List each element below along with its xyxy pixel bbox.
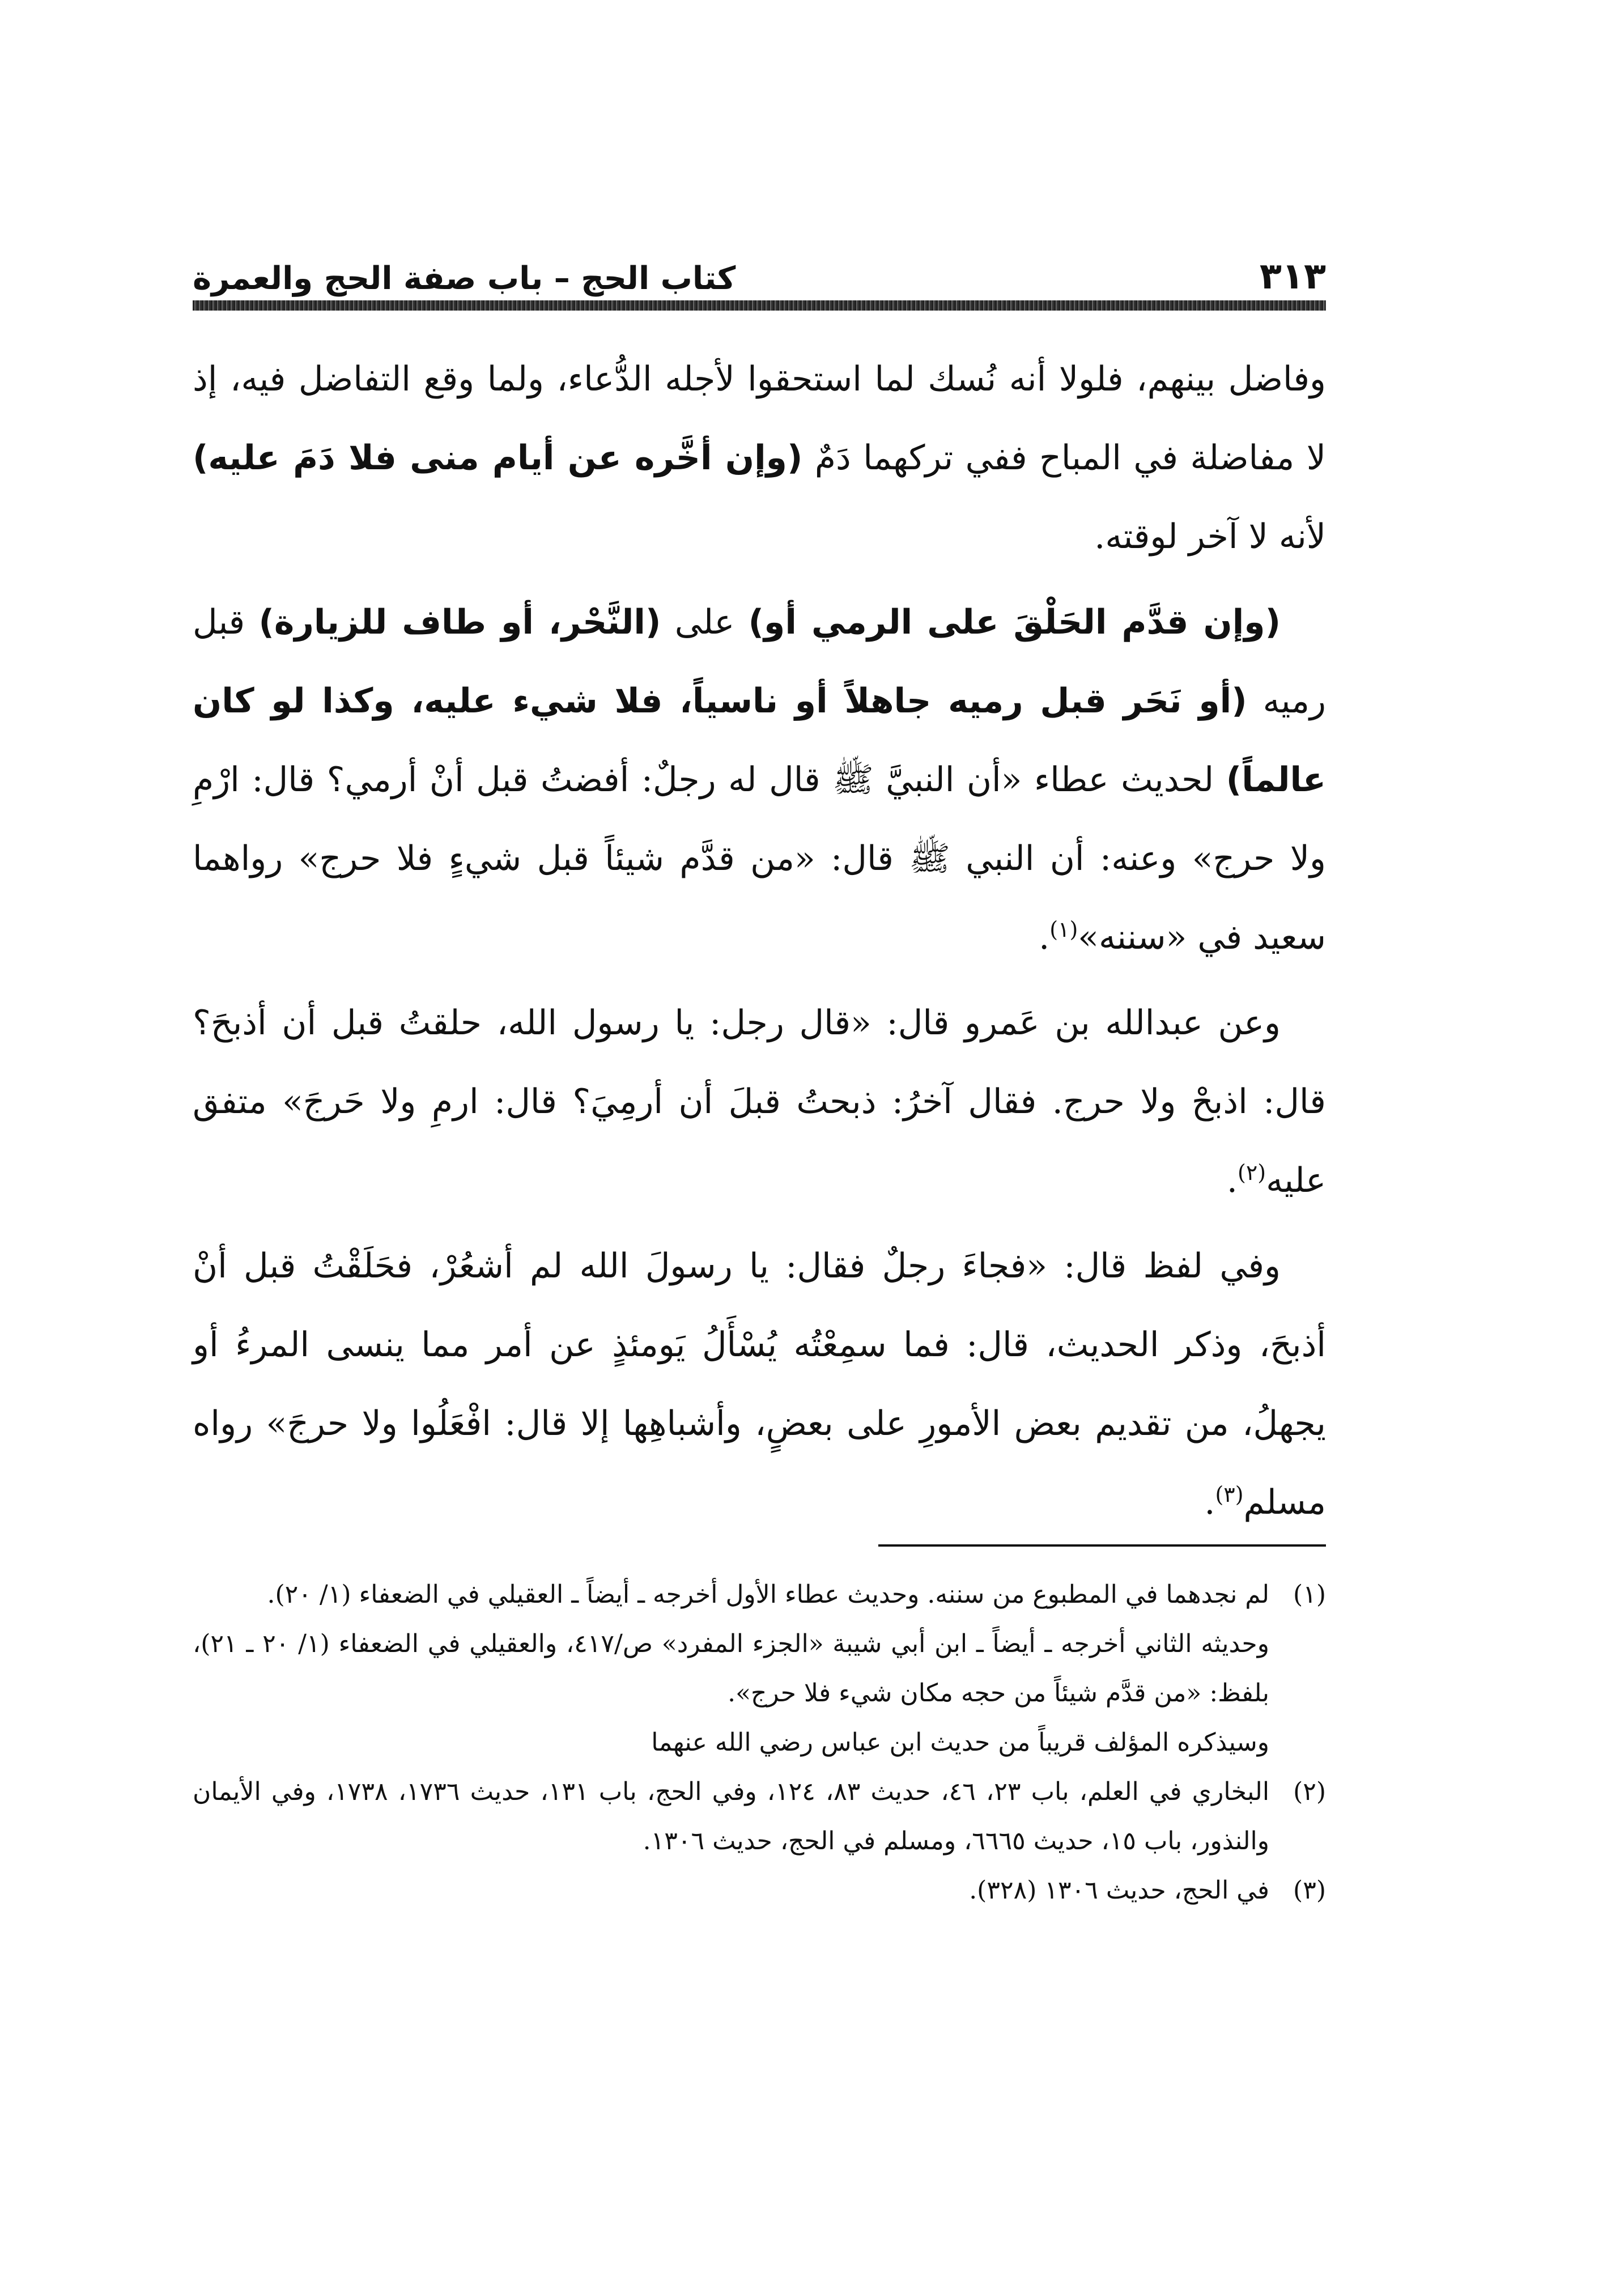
page-number: ٣١٣ [1259,256,1326,298]
p2-text-h: . [1039,918,1050,957]
p3-text-c: . [1226,1161,1238,1200]
footnote-1-text: لم نجدهما في المطبوع من سننه. وحديث عطاء الأول أخرجه ـ أيضاً ـ العقيلي في الضعفاء (١/ ٢٠). [267,1580,1269,1609]
footnote-2-mark: (٢) [1293,1777,1327,1806]
footnote-1-cont-b [193,1718,1326,1767]
paragraph-4 [193,1227,1326,1542]
footnote-3-text: في الحج، حديث ١٣٠٦ (٣٢٨). [969,1876,1269,1905]
paragraph-1 [193,340,1326,576]
footnote-ref-2[interactable]: (٢) [1237,1160,1266,1185]
footnote-1-cont-a [193,1619,1326,1718]
footnote-3-mark: (٣) [1293,1876,1326,1905]
p2-matn-c: (النَّحْر، أو طاف للزيارة) [258,602,661,642]
p2-text-d: قبل رميه [193,602,1326,721]
p4-text-c: . [1204,1483,1215,1522]
paragraph-3 [193,984,1326,1220]
p2-text-f: لحديث عطاء «أن النبيَّ ﷺ قال له رجلٌ: أفضتُ قبل أنْ أرمي؟ قال: ارْمِ ولا حرج» وعنه: أن النبي ﷺ قال: «من قدَّم شيئاً قبل شيءٍ فلا حرج» رواهما سعيد في «سننه» [193,760,1326,957]
p1-text-c: لأنه لا آخر لوقته. [1094,517,1326,557]
paragraph-2 [193,583,1326,977]
page-header [193,244,1326,298]
footnote-1-mark: (١) [1293,1580,1326,1609]
header-rule [193,300,1326,311]
footnote-separator [878,1544,1326,1547]
p3-text-a: وعن عبدالله بن عَمرو قال: «قال رجل: يا رسول الله، حلقتُ قبل أن أذبحَ؟ قال: اذبحْ ولا حرج. فقال آخرُ: ذبحتُ قبلَ أن أرمِيَ؟ قال: ارمِ ولا حَرجَ» متفق عليه [193,1003,1326,1200]
p2-matn-a: (وإن قدَّم الحَلْقَ على الرمي أو) [748,602,1281,642]
footnote-2-text: البخاري في العلم، باب ٢٣، ٤٦، حديث ٨٣، ١٢٤، وفي الحج، باب ١٣١، حديث ١٧٣٦، ١٧٣٨، وفي الأيمان والنذور، باب ١٥، حديث ٦٦٦٥، ومسلم في الحج، حديث ١٣٠٦. [193,1777,1270,1855]
running-title: كتاب الحج – باب صفة الحج والعمرة [193,260,736,297]
main-text [193,340,1326,1549]
footnote-1-cont-a-text: وحديثه الثاني أخرجه ـ أيضاً ـ ابن أبي شيبة «الجزء المفرد» ص/٤١٧، والعقيلي في الضعفاء (١/ ٢٠ ـ ٢١)، بلفظ: «من قدَّم شيئاً من حجه مكان شيء فلا حرج». [193,1629,1269,1708]
p4-text-a: وفي لفظ قال: «فجاءَ رجلٌ فقال: يا رسولَ الله لم أشعُرْ، فحَلَقْتُ قبل أنْ أذبحَ، وذكر الحديث، قال: فما سمِعْتُه يُسْأَلُ يَومئذٍ عن أمر مما ينسى المرءُ أو يجهلُ، من تقديم بعض الأمورِ على بعضٍ، وأشباهِها إلا قال: افْعَلُوا ولا حرجَ» رواه مسلم [193,1246,1326,1522]
footnote-1 [193,1570,1326,1619]
footnotes [193,1570,1326,1915]
p1-text-a: وفاضل بينهم، فلولا أنه نُسك لما استحقوا لأجله الدُّعاء، ولما وقع التفاضل فيه، إذ لا مفاضلة في المباح ففي تركهما دَمٌ [193,359,1326,478]
footnote-ref-1[interactable]: (١) [1049,917,1078,942]
footnote-ref-3[interactable]: (٣) [1215,1482,1244,1507]
p2-matn-e: (أو نَحَر قبل رميه جاهلاً أو ناسياً، فلا شيء عليه، وكذا لو كان عالماً) [193,681,1326,800]
footnote-3 [193,1866,1326,1915]
p1-matn-b: (وإن أخَّره عن أيام منى فلا دَمَ عليه) [193,438,803,478]
footnote-2 [193,1767,1326,1866]
p2-text-b: على [674,602,735,642]
footnote-1-cont-b-text: وسيذكره المؤلف قريباً من حديث ابن عباس رضي الله عنهما [651,1728,1269,1757]
